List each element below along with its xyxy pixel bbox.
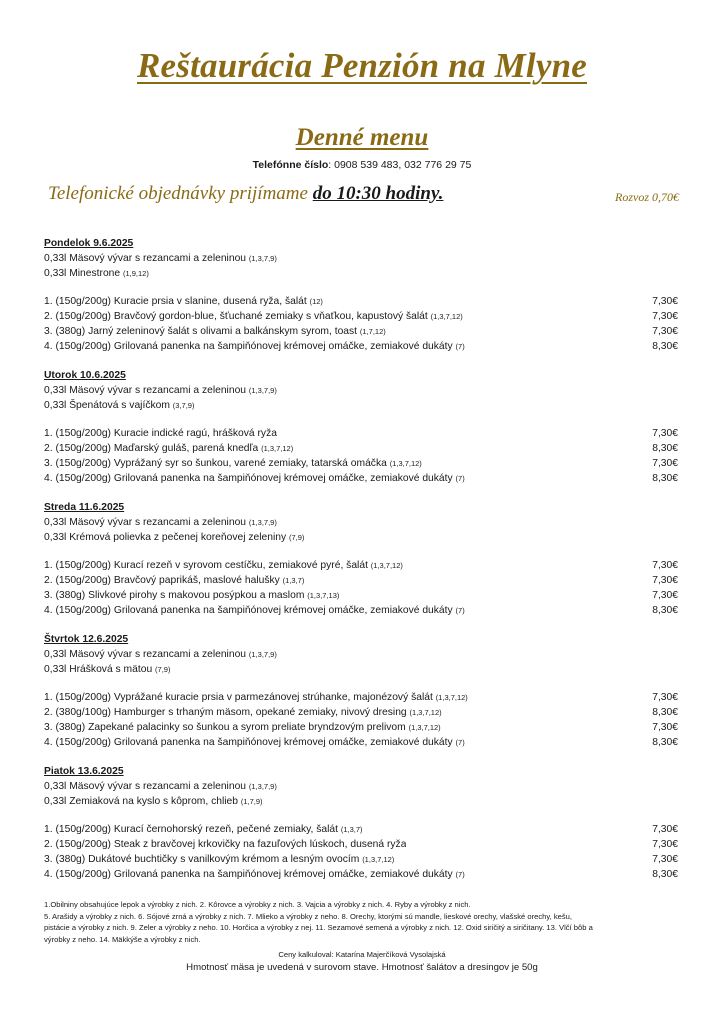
soup-item — [44, 530, 678, 545]
dish-text: 3. (380g) Slivkové pirohy s makovou posýpkou a maslom — [44, 590, 308, 601]
main-item — [44, 471, 678, 486]
allergens: (1,3,7) — [282, 576, 305, 585]
price: 7,30€ — [652, 296, 678, 307]
allergens: (1,3,7,9) — [248, 650, 277, 659]
soup-text: 0,33l Mäsový vývar s rezancami a zeleninou — [44, 781, 249, 792]
price: 7,30€ — [652, 560, 678, 571]
main-item — [44, 339, 678, 354]
restaurant-title: Reštaurácia Penzión na Mlyne — [137, 46, 587, 85]
price: 7,30€ — [652, 590, 678, 601]
dish-text: 2. (150g/200g) Bravčový paprikáš, maslové halušky — [44, 575, 283, 586]
soup-text: 0,33l Krémová polievka z pečenej koreňovej zeleniny — [44, 532, 289, 543]
soup-text: 0,33l Mäsový vývar s rezancami a zeleninou — [44, 649, 249, 660]
dish-text: 1. (150g/200g) Kuracie prsia v slanine, dusená ryža, šalát — [44, 296, 310, 307]
phone-label: Telefónne číslo — [252, 159, 329, 171]
main-item — [44, 294, 678, 309]
allergens: (1,3,7) — [340, 825, 363, 834]
allergens: (7) — [455, 606, 465, 615]
dish-text: 4. (150g/200g) Grilovaná panenka na šampiňónovej krémovej omáčke, zemiakové dukáty — [44, 473, 456, 484]
menu-subtitle: Denné menu — [295, 124, 429, 151]
day-title: Štvrtok 12.6.2025 — [44, 634, 129, 645]
price: 8,30€ — [652, 869, 678, 880]
allergen-legend — [44, 899, 684, 945]
main-item — [44, 588, 678, 603]
allergens: (1,3,7,12) — [370, 561, 403, 570]
soup-item — [44, 779, 678, 794]
price-credits: Ceny kalkuloval: Katarína Majerčíková Vysolajská — [278, 950, 446, 959]
price: 8,30€ — [652, 737, 678, 748]
main-item — [44, 441, 678, 456]
dish-text: 1. (150g/200g) Kurací černohorský rezeň, pečené zemiaky, šalát — [44, 824, 341, 835]
allergens: (1,3,7,9) — [248, 518, 277, 527]
soup-text: 0,33l Hrášková s mätou — [44, 664, 156, 675]
allergens: (1,3,7,9) — [248, 254, 277, 263]
dish-text: 3. (380g) Zapekané palacinky so šunkou a syrom preliate bryndzovým prelivom — [44, 722, 409, 733]
main-item — [44, 426, 678, 441]
price: 7,30€ — [652, 575, 678, 586]
weekly-menu — [44, 236, 678, 896]
dish-text: 4. (150g/200g) Grilovaná panenka na šampiňónovej krémovej omáčke, zemiakové dukáty — [44, 605, 456, 616]
dish-text: 2. (150g/200g) Steak z bravčovej krkovičky na fazuľových lúskoch, dusená ryža — [44, 839, 407, 850]
soup-text: 0,33l Mäsový vývar s rezancami a zeleninou — [44, 385, 249, 396]
main-item — [44, 852, 678, 867]
soup-item — [44, 398, 678, 413]
soup-item — [44, 266, 678, 281]
allergens: (1,3,7,13) — [307, 591, 340, 600]
price: 7,30€ — [652, 824, 678, 835]
delivery-fee: Rozvoz 0,70€ — [615, 190, 679, 204]
main-item — [44, 822, 678, 837]
soup-item — [44, 251, 678, 266]
day-section — [44, 236, 678, 354]
day-title: Piatok 13.6.2025 — [44, 766, 124, 777]
dish-text: 3. (380g) Dukátové buchtičky s vanilkovým krémom a lesným ovocím — [44, 854, 363, 865]
soup-text: 0,33l Špenátová s vajíčkom — [44, 400, 173, 411]
dish-text: 4. (150g/200g) Grilovaná panenka na šampiňónovej krémovej omáčke, zemiakové dukáty — [44, 737, 456, 748]
dish-text: 1. (150g/200g) Kurací rezeň v syrovom cestíčku, zemiakové pyré, šalát — [44, 560, 371, 571]
day-section — [44, 632, 678, 750]
price: 7,30€ — [652, 692, 678, 703]
dish-text: 3. (150g/200g) Vyprážaný syr so šunkou, varené zemiaky, tatarská omáčka — [44, 458, 390, 469]
day-section — [44, 500, 678, 618]
allergens: (1,3,7,12) — [408, 723, 441, 732]
allergens: (12) — [309, 297, 323, 306]
main-item — [44, 573, 678, 588]
allergens: (7) — [455, 738, 465, 747]
day-section — [44, 764, 678, 882]
soup-item — [44, 647, 678, 662]
soup-text: 0,33l Minestrone — [44, 268, 123, 279]
main-item — [44, 309, 678, 324]
dish-text: 2. (380g/100g) Hamburger s trhaným mäsom, opekané zemiaky, nivový dresing — [44, 707, 410, 718]
price: 7,30€ — [652, 854, 678, 865]
day-title: Streda 11.6.2025 — [44, 502, 125, 513]
day-title: Pondelok 9.6.2025 — [44, 238, 134, 249]
dish-text: 4. (150g/200g) Grilovaná panenka na šampiňónovej krémovej omáčke, zemiakové dukáty — [44, 869, 456, 880]
allergens: (7,9) — [288, 533, 305, 542]
allergens: (1,7,9) — [240, 797, 263, 806]
allergens: (1,3,7,12) — [435, 693, 468, 702]
dish-text: 1. (150g/200g) Kuracie indické ragú, hrášková ryža — [44, 428, 277, 439]
allergens: (7) — [455, 342, 465, 351]
dish-text: 1. (150g/200g) Vyprážané kuracie prsia v parmezánovej strúhanke, majonézový šalát — [44, 692, 436, 703]
main-item — [44, 867, 678, 882]
soup-text: 0,33l Mäsový vývar s rezancami a zeleninou — [44, 253, 249, 264]
phone-value: : 0908 539 483, 032 776 29 75 — [328, 159, 472, 171]
allergens: (1,9,12) — [123, 269, 149, 278]
main-item — [44, 324, 678, 339]
order-text: Telefonické objednávky prijímame — [48, 183, 313, 204]
day-section — [44, 368, 678, 486]
order-deadline: do 10:30 hodiny. — [312, 183, 444, 204]
soup-item — [44, 515, 678, 530]
allergens: (1,7,12) — [359, 327, 386, 336]
price: 7,30€ — [652, 428, 678, 439]
main-item — [44, 705, 678, 720]
day-title: Utorok 10.6.2025 — [44, 370, 126, 381]
allergens: (7) — [455, 474, 465, 483]
allergens: (1,3,7,12) — [430, 312, 463, 321]
allergens: (1,3,7,12) — [261, 444, 294, 453]
dish-text: 3. (380g) Jarný zeleninový šalát s olivami a balkánskym syrom, toast — [44, 326, 360, 337]
main-item — [44, 735, 678, 750]
price: 8,30€ — [652, 473, 678, 484]
price: 8,30€ — [652, 341, 678, 352]
main-item — [44, 603, 678, 618]
phone-line — [0, 159, 724, 171]
price: 7,30€ — [652, 326, 678, 337]
price: 7,30€ — [652, 311, 678, 322]
weight-note: Hmotnosť mäsa je uvedená v surovom stave. Hmotnosť šalátov a dresingov je 50g — [186, 962, 538, 973]
allergen-line: 5. Arašidy a výrobky z nich. 6. Sójové zrná a výrobky z nich. 7. Mlieko a výrobky z neho. 8. Orechy, ktorými sú mandle, lieskové orechy, vlašské orechy, kešu, — [44, 911, 572, 921]
dish-text: 2. (150g/200g) Bravčový gordon-blue, šťuchané zemiaky s vňaťkou, kapustový šalát — [44, 311, 431, 322]
price: 8,30€ — [652, 707, 678, 718]
allergens: (7) — [455, 870, 465, 879]
soup-text: 0,33l Mäsový vývar s rezancami a zeleninou — [44, 517, 249, 528]
allergen-line: pistácie a výrobky z nich. 9. Zeler a výrobky z neho. 10. Horčica a výrobky z nej. 11. Sezamové semená a výrobky z nich. 12. Oxid siričitý a siričitany. 13. Vlčí bôb a — [44, 923, 593, 932]
main-item — [44, 720, 678, 735]
allergens: (1,3,7,9) — [248, 386, 277, 395]
main-item — [44, 690, 678, 705]
main-item — [44, 456, 678, 471]
order-notice — [48, 183, 443, 205]
dish-text: 4. (150g/200g) Grilovaná panenka na šampiňónovej krémovej omáčke, zemiakové dukáty — [44, 341, 456, 352]
soup-item — [44, 383, 678, 398]
price: 8,30€ — [652, 443, 678, 454]
dish-text: 2. (150g/200g) Maďarský guláš, parená knedľa — [44, 443, 262, 454]
allergens: (1,3,7,12) — [362, 855, 395, 864]
allergens: (1,3,7,12) — [389, 459, 422, 468]
soup-item — [44, 794, 678, 809]
price: 7,30€ — [652, 458, 678, 469]
main-item — [44, 837, 678, 852]
price: 7,30€ — [652, 839, 678, 850]
allergens: (1,3,7,12) — [409, 708, 442, 717]
price: 7,30€ — [652, 722, 678, 733]
price: 8,30€ — [652, 605, 678, 616]
allergens: (1,3,7,9) — [248, 782, 277, 791]
allergens: (3,7,9) — [172, 401, 195, 410]
main-item — [44, 558, 678, 573]
allergen-line: výrobky z neho. 14. Mäkkýše a výrobky z nich. — [44, 934, 201, 944]
soup-item — [44, 662, 678, 677]
allergens: (7,9) — [155, 665, 171, 674]
allergen-line: 1.Obilniny obsahujúce lepok a výrobky z nich. 2. Kôrovce a výrobky z nich. 3. Vajcia a výrobky z nich. 4. Ryby a výrobky z nich. — [44, 900, 471, 909]
soup-text: 0,33l Zemiaková na kyslo s kôprom, chlieb — [44, 796, 241, 807]
